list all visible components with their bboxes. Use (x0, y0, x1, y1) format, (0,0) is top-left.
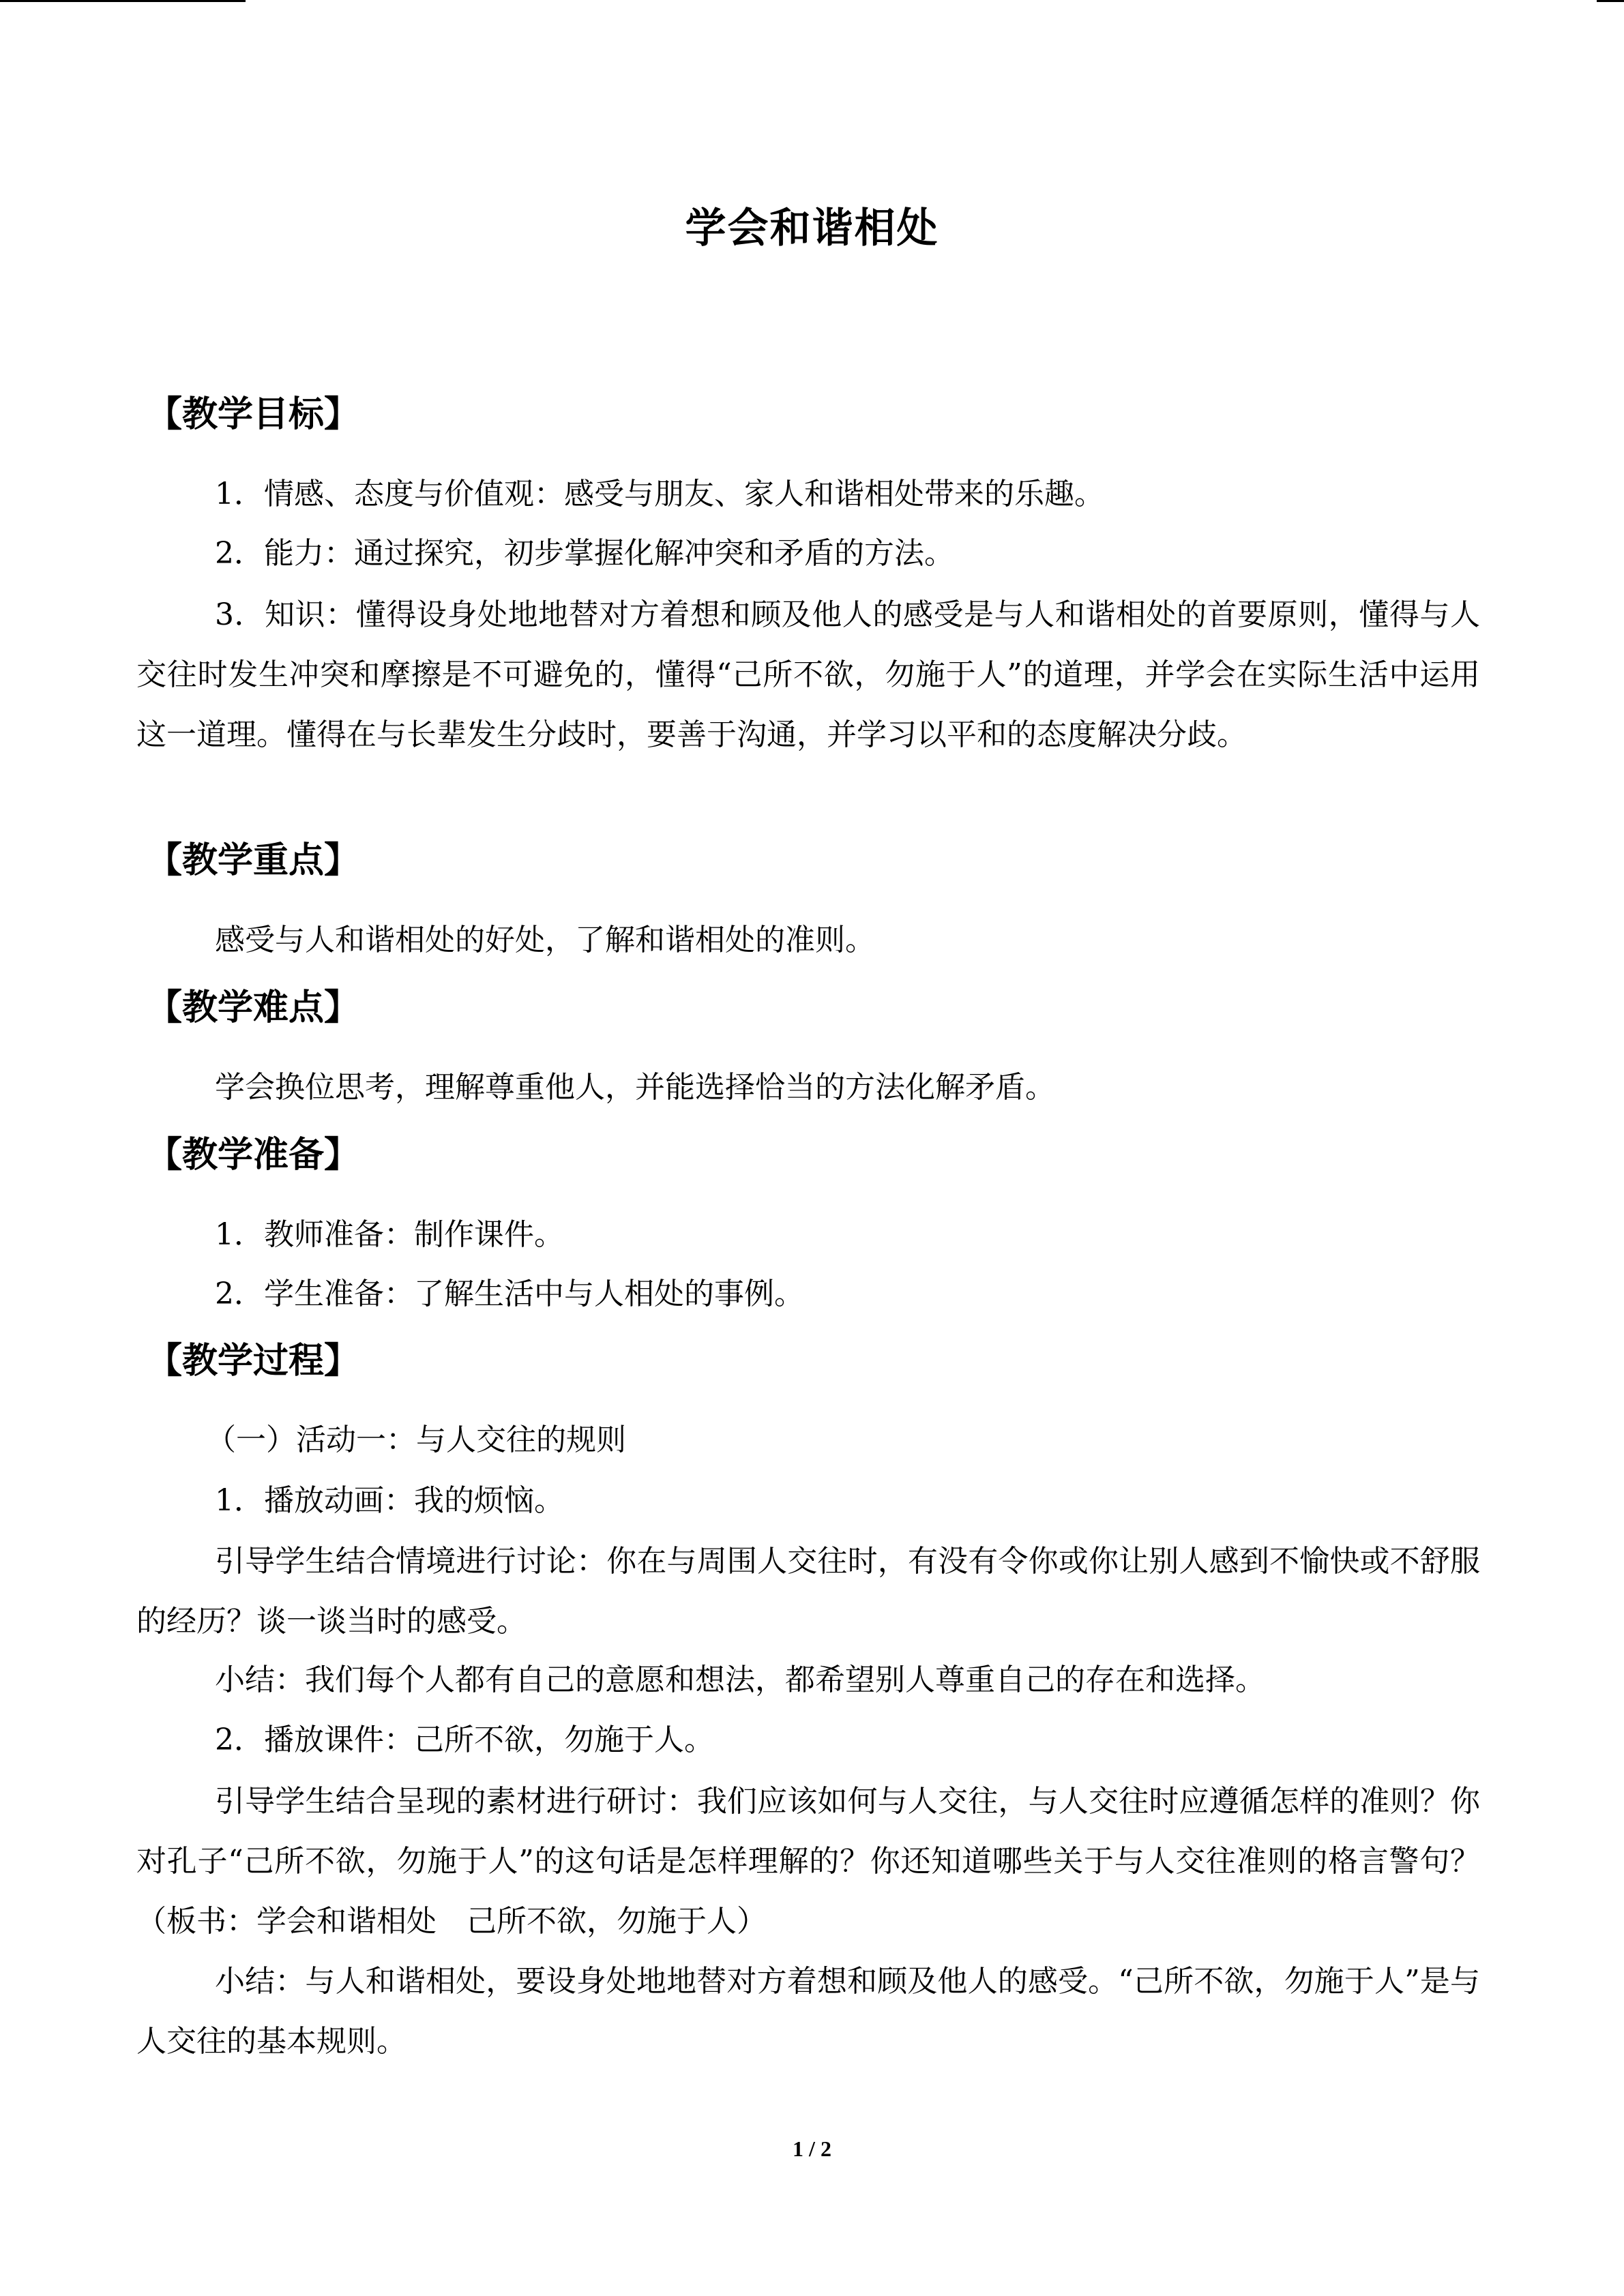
activity-one-title: （一）活动一：与人交往的规则 (206, 1422, 626, 1457)
heading-key-points: 【教学重点】 (147, 840, 360, 881)
page-title: 学会和谐相处 (685, 205, 939, 252)
process-summary-2: 小结：与人和谐相处，要设身处地地替对方着想和顾及他人的感受。“己所不欲，勿施于人”是与人交往的基本规则。 (136, 1964, 1480, 2059)
process-step-2: 2．播放课件：己所不欲，勿施于人。 (215, 1723, 714, 1757)
process-summary-1: 小结：我们每个人都有自己的意愿和想法，都希望别人尊重自己的存在和选择。 (215, 1663, 1265, 1697)
heading-preparation: 【教学准备】 (147, 1135, 360, 1176)
key-points-text: 感受与人和谐相处的好处，了解和谐相处的准则。 (215, 923, 875, 957)
difficulties-text: 学会换位思考，理解尊重他人，并能选择恰当的方法化解矛盾。 (215, 1070, 1055, 1105)
process-guide-2: 引导学生结合呈现的素材进行研讨：我们应该如何与人交往，与人交往时应遵循怎样的准则？你对孔子“己所不欲，勿施于人”的这句话是怎样理解的？你还知道哪些关于与人交往准则的格言警句？（板书：学会和谐相处 己所不欲，勿施于人） (136, 1784, 1480, 1939)
page-indicator: 1 / 2 (793, 2136, 831, 2161)
process-step-1: 1．播放动画：我的烦恼。 (215, 1483, 564, 1518)
preparation-item-1: 1．教师准备：制作课件。 (215, 1217, 564, 1252)
process-guide-1: 引导学生结合情境进行讨论：你在与周围人交往时，有没有令你或你让别人感到不愉快或不舒服的经历？谈一谈当时的感受。 (136, 1544, 1480, 1639)
goal-item-1: 1．情感、态度与价值观：感受与朋友、家人和谐相处带来的乐趣。 (215, 477, 1104, 511)
goal-item-2: 2．能力：通过探究，初步掌握化解冲突和矛盾的方法。 (215, 536, 954, 571)
heading-process: 【教学过程】 (147, 1341, 360, 1382)
goal-item-3: 3．知识：懂得设身处地地替对方着想和顾及他人的感受是与人和谐相处的首要原则，懂得与人交往时发生冲突和摩擦是不可避免的，懂得“己所不欲，勿施于人”的道理，并学会在实际生活中运用这一道理。懂得在与长辈发生分歧时，要善于沟通，并学习以平和的态度解决分歧。 (136, 597, 1480, 752)
heading-difficulties: 【教学难点】 (147, 987, 360, 1028)
preparation-item-2: 2．学生准备：了解生活中与人相处的事例。 (215, 1277, 804, 1311)
heading-teaching-goals: 【教学目标】 (147, 394, 360, 435)
